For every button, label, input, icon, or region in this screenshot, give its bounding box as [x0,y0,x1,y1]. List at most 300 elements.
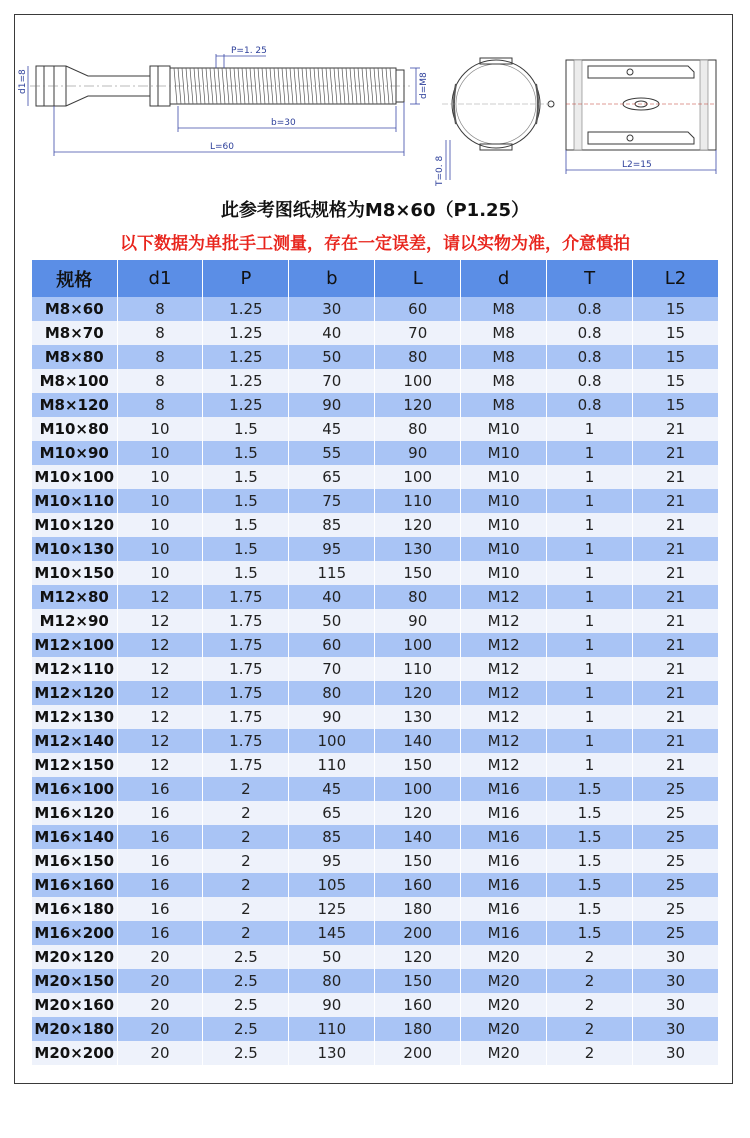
cell-l2: 21 [633,585,719,609]
cell-t: 2 [547,1041,633,1065]
cell-l2: 21 [633,537,719,561]
cell-p: 1.5 [203,441,289,465]
cell-d: M20 [461,945,547,969]
cell-d1: 10 [117,537,203,561]
cell-t: 1 [547,633,633,657]
cell-p: 2 [203,849,289,873]
cell-l: 110 [375,489,461,513]
cell-d: M10 [461,465,547,489]
cell-b: 45 [289,777,375,801]
cell-spec: M20×200 [32,1041,117,1065]
cell-p: 1.25 [203,345,289,369]
cell-l2: 21 [633,465,719,489]
cell-l: 120 [375,393,461,417]
cell-p: 1.75 [203,753,289,777]
cell-t: 2 [547,945,633,969]
cell-d1: 12 [117,633,203,657]
cell-l: 60 [375,297,461,321]
cell-t: 1.5 [547,897,633,921]
cell-d1: 10 [117,417,203,441]
cell-spec: M10×120 [32,513,117,537]
cell-b: 125 [289,897,375,921]
cell-t: 1.5 [547,777,633,801]
cell-d: M8 [461,393,547,417]
cell-l: 100 [375,777,461,801]
cell-d: M16 [461,873,547,897]
cell-d: M16 [461,897,547,921]
table-row [32,777,719,801]
cell-p: 2.5 [203,993,289,1017]
cell-l2: 21 [633,609,719,633]
cell-spec: M16×160 [32,873,117,897]
cell-p: 2 [203,873,289,897]
cell-b: 85 [289,513,375,537]
table-row [32,537,719,561]
cell-spec: M10×110 [32,489,117,513]
cell-l: 110 [375,657,461,681]
cell-d: M16 [461,825,547,849]
cell-b: 90 [289,393,375,417]
cell-b: 50 [289,609,375,633]
cell-l2: 30 [633,945,719,969]
cell-d1: 20 [117,993,203,1017]
cell-b: 130 [289,1041,375,1065]
cell-p: 2 [203,825,289,849]
cell-d: M12 [461,729,547,753]
total-length-label: L=60 [210,142,235,152]
cell-b: 75 [289,489,375,513]
cell-b: 60 [289,633,375,657]
cell-t: 2 [547,1017,633,1041]
cell-t: 1.5 [547,921,633,945]
table-header-row [32,260,719,297]
cell-l: 160 [375,993,461,1017]
cell-spec: M12×90 [32,609,117,633]
cell-t: 1 [547,417,633,441]
cell-spec: M8×100 [32,369,117,393]
table-row [32,609,719,633]
cell-t: 1.5 [547,825,633,849]
cell-b: 105 [289,873,375,897]
cell-t: 1 [547,585,633,609]
cell-spec: M20×120 [32,945,117,969]
cell-b: 145 [289,921,375,945]
cell-p: 2.5 [203,1017,289,1041]
cell-b: 115 [289,561,375,585]
cell-p: 1.5 [203,561,289,585]
cell-spec: M8×70 [32,321,117,345]
cell-d1: 16 [117,777,203,801]
table-row [32,969,719,993]
spec-table [32,260,719,1065]
cell-b: 50 [289,345,375,369]
cell-d: M16 [461,849,547,873]
cell-p: 1.5 [203,537,289,561]
cell-l2: 21 [633,513,719,537]
cell-l2: 15 [633,369,719,393]
cell-d: M16 [461,801,547,825]
table-row [32,513,719,537]
cell-d1: 10 [117,489,203,513]
cell-d: M12 [461,705,547,729]
cell-l: 90 [375,609,461,633]
cell-l: 100 [375,633,461,657]
cell-p: 1.75 [203,705,289,729]
cell-l2: 30 [633,969,719,993]
cell-p: 1.25 [203,369,289,393]
cell-d: M12 [461,633,547,657]
cell-l2: 25 [633,849,719,873]
cell-l: 120 [375,681,461,705]
cell-d: M8 [461,297,547,321]
table-row [32,369,719,393]
cell-t: 1 [547,729,633,753]
cell-p: 1.75 [203,657,289,681]
cell-d1: 12 [117,705,203,729]
table-body [32,297,719,1065]
l2-label: L2=15 [622,160,652,170]
col-header-l: L [375,260,461,297]
cell-d: M12 [461,657,547,681]
d1-label: d1=8 [18,69,28,94]
cell-d: M10 [461,417,547,441]
cell-spec: M16×120 [32,801,117,825]
cell-b: 80 [289,681,375,705]
table-row [32,753,719,777]
cell-d1: 12 [117,729,203,753]
disclaimer-text: 以下数据为单批手工测量，存在一定误差，请以实物为准，介意慎拍 [120,234,630,254]
table-row [32,1017,719,1041]
cell-b: 40 [289,585,375,609]
thickness-label: T=0. 8 [435,155,445,186]
cell-l: 90 [375,441,461,465]
cell-l2: 21 [633,753,719,777]
cell-d1: 12 [117,681,203,705]
cell-d1: 20 [117,945,203,969]
cell-spec: M12×100 [32,633,117,657]
cell-l2: 25 [633,777,719,801]
cell-l2: 21 [633,729,719,753]
cell-t: 1 [547,753,633,777]
cell-l2: 21 [633,633,719,657]
cell-t: 0.8 [547,345,633,369]
cell-p: 1.75 [203,633,289,657]
cell-l2: 21 [633,705,719,729]
cell-d1: 12 [117,657,203,681]
cell-spec: M20×150 [32,969,117,993]
cell-b: 55 [289,441,375,465]
cell-spec: M8×120 [32,393,117,417]
table-row [32,465,719,489]
cell-b: 80 [289,969,375,993]
cell-t: 1.5 [547,849,633,873]
cell-spec: M10×80 [32,417,117,441]
cell-l: 80 [375,585,461,609]
cell-l2: 21 [633,441,719,465]
table-row [32,441,719,465]
cell-d: M12 [461,753,547,777]
cell-p: 2 [203,897,289,921]
cell-b: 50 [289,945,375,969]
cell-l: 130 [375,537,461,561]
cell-spec: M12×130 [32,705,117,729]
cell-d: M20 [461,993,547,1017]
cell-t: 0.8 [547,393,633,417]
cell-spec: M16×180 [32,897,117,921]
cell-p: 1.5 [203,465,289,489]
cell-b: 95 [289,849,375,873]
cell-l2: 25 [633,921,719,945]
cell-p: 1.75 [203,729,289,753]
cell-d1: 10 [117,513,203,537]
cell-d: M10 [461,441,547,465]
table-row [32,321,719,345]
cell-l: 130 [375,705,461,729]
table-row [32,657,719,681]
cell-l2: 21 [633,657,719,681]
cell-p: 2 [203,921,289,945]
diameter-label: d=M8 [419,72,429,99]
cell-t: 1 [547,657,633,681]
cell-p: 2 [203,801,289,825]
cell-d1: 20 [117,1041,203,1065]
table-row [32,801,719,825]
cell-l2: 15 [633,345,719,369]
cell-d: M20 [461,969,547,993]
table-row [32,873,719,897]
cell-l: 80 [375,417,461,441]
cell-l: 100 [375,369,461,393]
cell-spec: M8×60 [32,297,117,321]
cell-l2: 15 [633,321,719,345]
cell-l2: 15 [633,297,719,321]
cell-spec: M16×200 [32,921,117,945]
cell-spec: M12×150 [32,753,117,777]
table-row [32,561,719,585]
cell-spec: M16×140 [32,825,117,849]
cell-l: 200 [375,1041,461,1065]
cell-b: 95 [289,537,375,561]
cell-p: 1.25 [203,393,289,417]
table-row [32,921,719,945]
cell-t: 0.8 [547,297,633,321]
table-row [32,705,719,729]
cell-l2: 25 [633,873,719,897]
cell-p: 1.25 [203,321,289,345]
cell-d1: 8 [117,393,203,417]
cell-d: M8 [461,369,547,393]
page-title: 此参考图纸规格为M8×60（P1.25） [220,200,530,221]
cell-d: M10 [461,537,547,561]
cell-l2: 30 [633,1041,719,1065]
cell-b: 45 [289,417,375,441]
cell-l: 200 [375,921,461,945]
cell-p: 2 [203,777,289,801]
bolt-side-view [18,46,429,156]
cell-l: 160 [375,873,461,897]
cell-d: M20 [461,1041,547,1065]
cell-spec: M12×80 [32,585,117,609]
cell-d: M10 [461,513,547,537]
col-header-spec: 规格 [32,260,117,297]
cell-l2: 15 [633,393,719,417]
cell-p: 1.75 [203,609,289,633]
table-row [32,945,719,969]
table-row [32,729,719,753]
cell-d1: 10 [117,465,203,489]
cell-l: 150 [375,969,461,993]
cell-spec: M16×100 [32,777,117,801]
cell-spec: M12×120 [32,681,117,705]
col-header-l2: L2 [633,260,719,297]
cell-d1: 12 [117,585,203,609]
cell-p: 1.75 [203,681,289,705]
cell-spec: M16×150 [32,849,117,873]
cell-l: 150 [375,849,461,873]
table-row [32,393,719,417]
cell-d1: 16 [117,825,203,849]
cell-l: 120 [375,945,461,969]
cell-t: 0.8 [547,369,633,393]
cell-l2: 25 [633,897,719,921]
cell-l2: 30 [633,993,719,1017]
cell-d1: 8 [117,369,203,393]
cell-d1: 10 [117,561,203,585]
cell-d1: 10 [117,441,203,465]
sleeve-front-view [566,60,716,174]
cell-t: 2 [547,969,633,993]
table-row [32,489,719,513]
cell-l: 120 [375,513,461,537]
cell-spec: M12×140 [32,729,117,753]
cell-b: 30 [289,297,375,321]
cell-b: 110 [289,753,375,777]
col-header-p: P [203,260,289,297]
nut-end-view [435,58,554,187]
cell-d: M10 [461,489,547,513]
cell-p: 1.5 [203,489,289,513]
cell-spec: M8×80 [32,345,117,369]
cell-d1: 8 [117,297,203,321]
table-row [32,1041,719,1065]
cell-d1: 12 [117,753,203,777]
cell-p: 1.5 [203,513,289,537]
table-row [32,849,719,873]
cell-p: 1.25 [203,297,289,321]
cell-d1: 16 [117,801,203,825]
cell-l2: 21 [633,561,719,585]
cell-d1: 16 [117,897,203,921]
cell-l: 140 [375,729,461,753]
cell-b: 90 [289,993,375,1017]
cell-l2: 25 [633,801,719,825]
col-header-d1: d1 [117,260,203,297]
cell-p: 2.5 [203,969,289,993]
cell-t: 1 [547,705,633,729]
cell-spec: M20×160 [32,993,117,1017]
cell-spec: M10×130 [32,537,117,561]
pitch-label: P=1. 25 [231,46,267,56]
cell-d1: 12 [117,609,203,633]
cell-l2: 21 [633,681,719,705]
cell-d: M16 [461,777,547,801]
cell-t: 1 [547,561,633,585]
cell-b: 65 [289,465,375,489]
cell-b: 65 [289,801,375,825]
cell-l2: 21 [633,417,719,441]
cell-d: M8 [461,345,547,369]
cell-b: 110 [289,1017,375,1041]
table-row [32,993,719,1017]
cell-l: 140 [375,825,461,849]
cell-l: 70 [375,321,461,345]
cell-d1: 16 [117,849,203,873]
cell-l: 120 [375,801,461,825]
cell-p: 2.5 [203,1041,289,1065]
cell-d1: 16 [117,921,203,945]
table-row [32,297,719,321]
cell-spec: M10×150 [32,561,117,585]
cell-d1: 16 [117,873,203,897]
cell-p: 2.5 [203,945,289,969]
cell-p: 1.5 [203,417,289,441]
cell-l: 150 [375,561,461,585]
cell-d: M8 [461,321,547,345]
cell-t: 1 [547,489,633,513]
col-header-d: d [461,260,547,297]
cell-spec: M12×110 [32,657,117,681]
table-row [32,633,719,657]
cell-spec: M10×100 [32,465,117,489]
cell-t: 2 [547,993,633,1017]
cell-d1: 20 [117,1017,203,1041]
col-header-t: T [547,260,633,297]
cell-d: M16 [461,921,547,945]
cell-p: 1.75 [203,585,289,609]
cell-l: 100 [375,465,461,489]
table-row [32,417,719,441]
technical-drawing [18,40,730,190]
cell-l: 180 [375,1017,461,1041]
cell-t: 1 [547,513,633,537]
cell-t: 1 [547,441,633,465]
table-row [32,681,719,705]
cell-l: 180 [375,897,461,921]
thread-length-label: b=30 [271,118,296,128]
cell-d: M12 [461,609,547,633]
cell-spec: M20×180 [32,1017,117,1041]
cell-l2: 30 [633,1017,719,1041]
table-row [32,345,719,369]
cell-b: 70 [289,369,375,393]
cell-d: M12 [461,681,547,705]
cell-t: 1 [547,537,633,561]
cell-b: 70 [289,657,375,681]
cell-t: 0.8 [547,321,633,345]
cell-l: 80 [375,345,461,369]
cell-d1: 8 [117,345,203,369]
col-header-b: b [289,260,375,297]
cell-t: 1.5 [547,873,633,897]
cell-t: 1 [547,681,633,705]
cell-d1: 20 [117,969,203,993]
cell-d: M12 [461,585,547,609]
cell-spec: M10×90 [32,441,117,465]
cell-d: M20 [461,1017,547,1041]
cell-t: 1 [547,465,633,489]
cell-l: 150 [375,753,461,777]
cell-d: M10 [461,561,547,585]
